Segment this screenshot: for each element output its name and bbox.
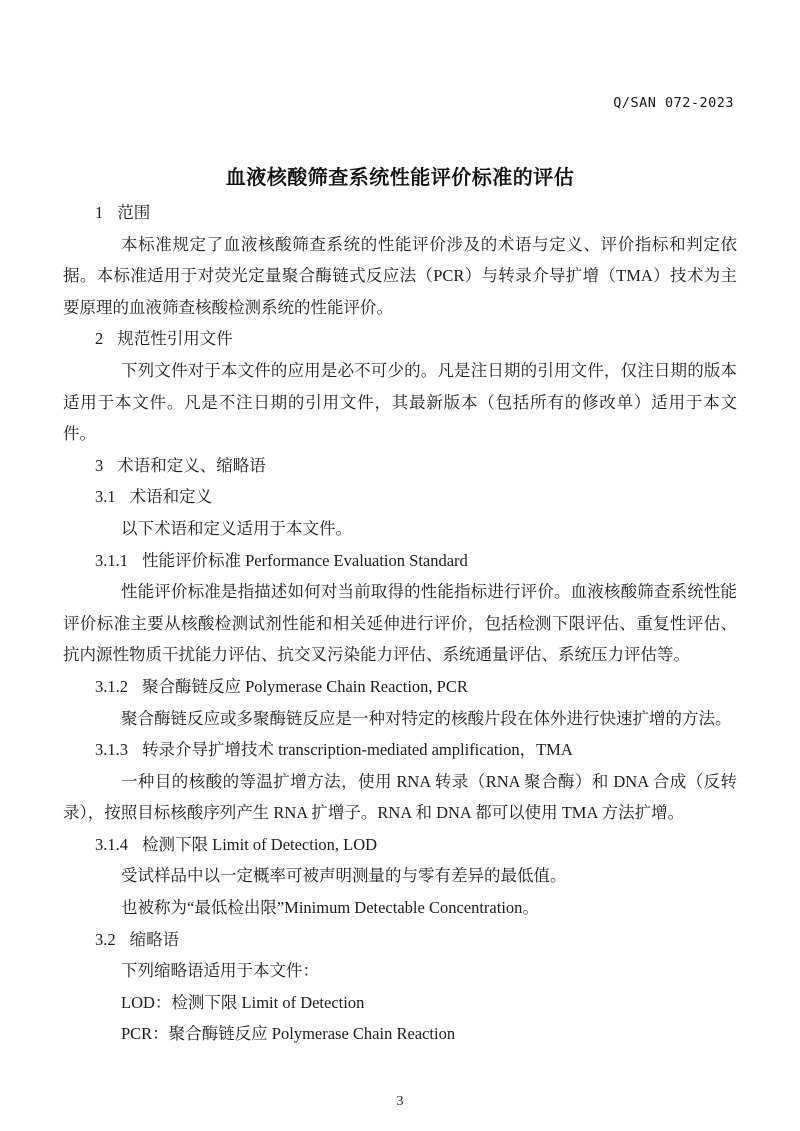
section-title: 术语和定义、缩略语 [117, 455, 266, 475]
paragraph-abbr-pcr: PCR：聚合酶链反应 Polymerase Chain Reaction [121, 1024, 456, 1044]
section-title: 性能评价标准 Performance Evaluation Standard [142, 550, 468, 570]
section-heading-3-1 [63, 481, 737, 513]
paragraph-performance-standard: 性能评价标准是指描述如何对当前取得的性能指标进行评价。血液核酸筛查系统性能评价标准主要从核酸检测试剂性能和相关延伸进行评价，包括检测下限评估、重复性评估、抗内源性物质干扰能力评估、抗交叉污染能力评估、系统通量评估、系统压力评估等。 [63, 582, 737, 665]
document-body [63, 197, 737, 1050]
section-heading-3-1-1 [63, 545, 737, 577]
section-number: 3 [95, 455, 104, 475]
doc-code: Q/SAN 072-2023 [613, 95, 734, 111]
section-number: 3.2 [95, 929, 116, 949]
paragraph-lod-alias: 也被称为“最低检出限”Minimum Detectable Concentration。 [121, 898, 539, 918]
section-heading-3-1-2 [63, 671, 737, 703]
section-number: 1 [95, 203, 104, 222]
section-title: 范围 [117, 203, 151, 222]
section-heading-2 [63, 323, 737, 355]
paragraph-abbr-intro: 下列缩略语适用于本文件： [121, 961, 319, 981]
paragraph-lod-definition: 受试样品中以一定概率可被声明测量的与零有差异的最低值。 [121, 866, 567, 886]
section-title: 聚合酶链反应 Polymerase Chain Reaction, PCR [142, 676, 468, 696]
paragraph-terms-intro: 以下术语和定义适用于本文件。 [121, 518, 352, 538]
section-number: 3.1.4 [95, 834, 128, 854]
section-number: 3.1 [95, 487, 116, 507]
section-heading-3-1-3 [63, 734, 737, 766]
section-title: 检测下限 Limit of Detection, LOD [142, 834, 378, 854]
section-number: 3.1.2 [95, 676, 128, 696]
section-title: 规范性引用文件 [117, 329, 233, 349]
section-number: 2 [95, 329, 104, 349]
section-heading-3 [63, 450, 737, 482]
section-number: 3.1.3 [95, 740, 128, 760]
section-number: 3.1.1 [95, 550, 128, 570]
section-title: 转录介导扩增技术 transcription-mediated amplification，TMA [142, 740, 573, 760]
page-number: 3 [396, 1094, 404, 1109]
section-title: 缩略语 [129, 929, 180, 949]
section-title: 术语和定义 [129, 487, 213, 507]
page-title: 血液核酸筛查系统性能评价标准的评估 [225, 167, 575, 189]
section-heading-3-2 [63, 924, 737, 956]
paragraph-abbr-lod: LOD：检测下限 Limit of Detection [121, 992, 365, 1012]
paragraph-pcr-definition: 聚合酶链反应或多聚酶链反应是一种对特定的核酸片段在体外进行快速扩增的方法。 [121, 708, 732, 728]
section-heading-3-1-4 [63, 829, 737, 861]
paragraph-references: 下列文件对于本文件的应用是必不可少的。凡是注日期的引用文件，仅注日期的版本适用于本文件。凡是不注日期的引用文件，其最新版本（包括所有的修改单）适用于本文件。 [63, 360, 737, 444]
paragraph-scope: 本标准规定了血液核酸筛查系统的性能评价涉及的术语与定义、评价指标和判定依据。本标准适用于对荧光定量聚合酶链式反应法（PCR）与转录介导扩增（TMA）技术为主要原理的血液筛查核酸检测系统的性能评价。 [63, 234, 737, 317]
section-heading-1 [63, 197, 737, 229]
paragraph-tma-definition: 一种目的核酸的等温扩增方法，使用 RNA 转录（RNA 聚合酶）和 DNA 合成（反转录），按照目标核酸序列产生 RNA 扩增子。RNA 和 DNA 都可以使用 TMA 方法扩增。 [63, 771, 737, 823]
